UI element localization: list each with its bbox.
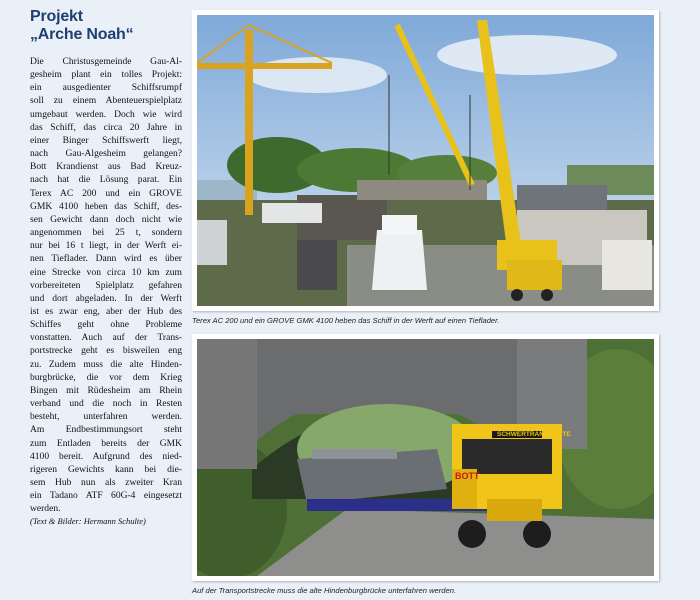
body-line: angenommen bei 25 t, sondern — [30, 227, 182, 239]
body-line: eine Strecke von circa 10 km zum — [30, 266, 182, 278]
body-line: Bingen mit Rüdesheim am Rhein — [30, 384, 182, 396]
title-line-1: Projekt — [30, 8, 83, 25]
body-line: zu. Zudem muss die alte Hinden- — [30, 358, 182, 370]
body-line: soll zu einem Abenteuerspielplatz — [30, 95, 182, 107]
body-line: zum Entladen bereits der GMK — [30, 437, 182, 449]
title-line-2: „Arche Noah“ — [30, 26, 134, 43]
body-line: Die Christusgemeinde Gau-Al- — [30, 56, 182, 67]
body-line: nen Tieflader. Dann wird es über — [30, 253, 182, 265]
body-line: und dort abgeladen. In der Werft — [30, 292, 182, 304]
body-line: burgbrücke, die vor dem Krieg — [30, 371, 182, 383]
body-line: rigeren Gewichts kann bei die- — [30, 463, 182, 475]
body-line: portstrecke geht es bisweilen eng — [30, 345, 182, 357]
body-line: vonstatten. Auch auf der Trans- — [30, 332, 182, 344]
figure-1 — [192, 10, 659, 311]
figure-2 — [192, 334, 659, 581]
body-line: besteht, unterfahren werden. — [30, 411, 182, 423]
photo-credit: (Text & Bilder: Hermann Schulte) — [30, 516, 146, 527]
body-line: Am Endbestimmungsort steht — [30, 424, 182, 436]
body-line: nur bei 16 t liegt, in der Werft ei- — [30, 240, 182, 252]
figure-1-caption: Terex AC 200 und ein GROVE GMK 4100 heben das Schiff in der Werft auf einen Tieflader. — [192, 316, 500, 325]
body-line: GMK 4100 heben das Schiff, des- — [30, 200, 182, 212]
body-line: einer Binger Schiffswerft liegt, — [30, 134, 182, 146]
body-line: umgebaut werden. Doch wie wird — [30, 108, 182, 120]
figure-2-caption: Auf der Transportstrecke muss die alte Hindenburgbrücke unterfahren werden. — [192, 586, 457, 595]
body-line: nach Gau-Algesheim gelangen? — [30, 148, 182, 160]
body-line: werden. — [30, 503, 61, 515]
truck-sign: SCHWERTRANSPORTE — [497, 431, 571, 438]
body-line: das Schiff, das circa 20 Jahre in — [30, 121, 182, 133]
body-line: sem Hub nun als zweiter Kran — [30, 477, 182, 488]
body-line: gesheim plant ein tolles Projekt: — [30, 69, 182, 81]
body-line: 4100 bereit. Aufgrund des nied- — [30, 450, 182, 462]
body-line: Schiffes geht ohne Probleme — [30, 319, 182, 331]
truck-brand: BOTT — [455, 471, 480, 481]
article-title — [30, 8, 180, 44]
body-line: sen Gewicht dann doch nicht wie — [30, 213, 182, 225]
body-line: ein ausgedienter Schiffsrumpf — [30, 82, 182, 94]
body-line: ein Tadano ATF 60G-4 eingesetzt — [30, 490, 182, 502]
article-body — [30, 55, 182, 529]
photo-shipyard-cranes — [197, 15, 654, 306]
body-line: vorbereiteten Spielplatz gefahren — [30, 279, 182, 291]
body-line: ist es zwar eng, aber der Hub des — [30, 305, 182, 317]
body-line: Bott Krandienst aus Bad Kreuz- — [30, 161, 182, 173]
article-paragraph — [30, 55, 182, 529]
body-line: nach hat die Lösung parat. Ein — [30, 174, 182, 186]
body-line: Terex AC 200 und ein GROVE — [30, 187, 182, 199]
body-line: verband und die noch in Resten — [30, 398, 182, 410]
photo-bridge-transport — [197, 339, 654, 576]
